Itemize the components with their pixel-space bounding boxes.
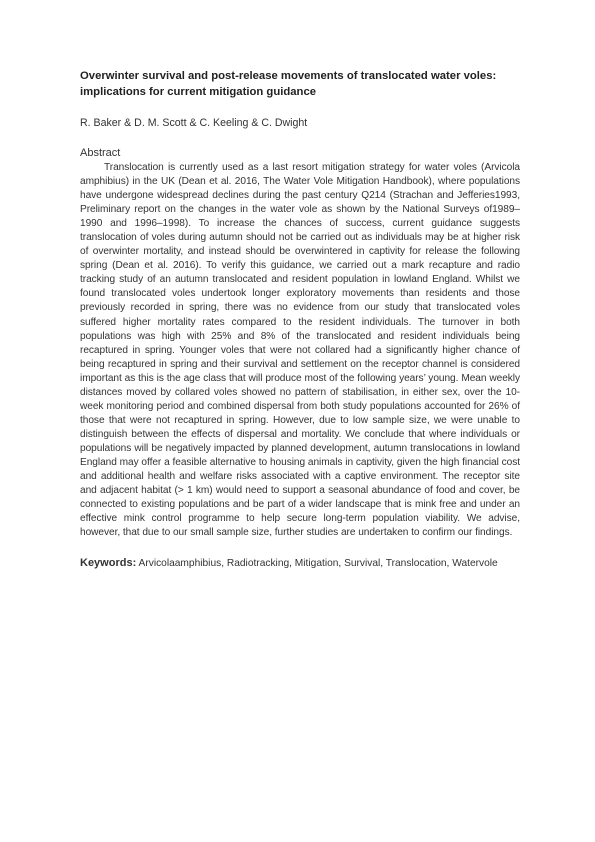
- keywords-label: Keywords:: [80, 557, 137, 570]
- keywords-section: [80, 556, 520, 571]
- abstract-heading: Abstract: [80, 147, 121, 159]
- paper-page: [80, 68, 520, 571]
- abstract-text: Translocation is currently used as a last resort mitigation strategy for water voles (Arvicola amphibius) in the UK (Dean et al. 2016, The Water Vole Mitigation Handbook), where populations have undergone widespread declines during the past century Q214 (Strachan and Jefferies1993, Preliminary report on the changes in the water vole as shown by the National Surveys of1989–1990 and 1996–1998). To increase the chances of success, current guidance suggests translocation of voles during autumn should not be carried out as individuals may be at higher risk of overwinter mortality, and instead should be overwintered in captivity for release the following spring (Dean et al. 2016). To verify this guidance, we carried out a mark recapture and radio tracking study of an autumn translocated and resident population in lowland England. Whilst we found translocated voles undertook longer exploratory movements than residents and those previously recorded in spring, there was no evidence from our study that translocated voles suffered higher mortality rates compared to the resident individuals. The turnover in both populations was high with 25% and 8% of the translocated and resident individuals being recaptured in spring. Younger voles that were not collared had a significantly higher chance of being recaptured in spring and their survival and settlement on the receptor channel is considered important as this is the age class that will produce most of the following years’ young. Mean weekly distances moved by collared voles showed no pattern of stabilisation, in either sex, over the 10-week monitoring period and combined dispersal from both study populations accounted for 26% of those that were not recaptured in spring. However, due to low sample size, we were unable to distinguish between the effects of dispersal and mortality. We conclude that where individuals or populations will be negatively impacted by planned development, autumn translocations in lowland England may offer a feasible alternative to housing animals in captivity, given the high financial cost and additional health and welfare risks associated with a captive environment. The receptor site and adjacent habitat (> 1 km) would need to support a seasonal abundance of food and cover, be connected to existing populations and be part of a wider landscape that is mink free and under an effective mink control programme to help secure long-term population viability. We advise, however, that due to our small sample size, further studies are undertaken to confirm our findings.: [80, 162, 520, 539]
- paper-title: Overwinter survival and post-release movements of translocated water voles: implications for current mitigation guidance: [80, 70, 497, 98]
- author-list: R. Baker & D. M. Scott & C. Keeling & C. Dwight: [80, 117, 308, 129]
- keywords-list: Arvicolaamphibius, Radiotracking, Mitigation, Survival, Translocation, Watervole: [138, 558, 498, 570]
